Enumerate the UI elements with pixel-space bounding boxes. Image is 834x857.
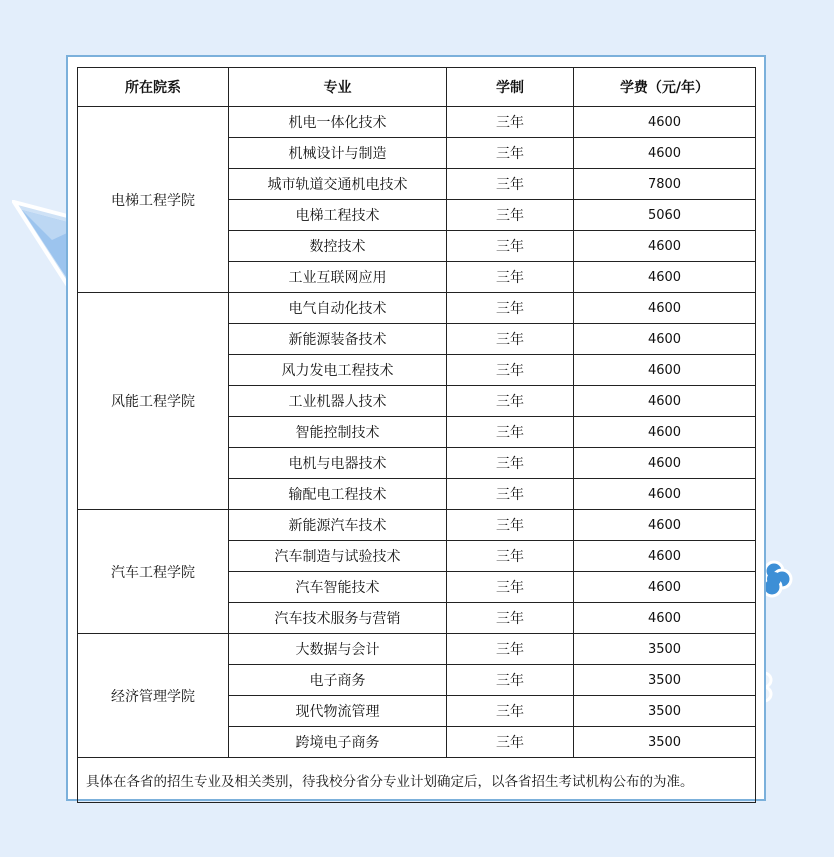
table-body bbox=[78, 107, 756, 758]
fee-cell: 4600 bbox=[574, 355, 756, 386]
duration-cell: 三年 bbox=[447, 293, 574, 324]
college-cell: 风能工程学院 bbox=[78, 293, 229, 510]
major-cell: 电梯工程技术 bbox=[229, 200, 447, 231]
fee-cell: 4600 bbox=[574, 107, 756, 138]
fee-cell: 4600 bbox=[574, 603, 756, 634]
major-cell: 智能控制技术 bbox=[229, 417, 447, 448]
fee-cell: 7800 bbox=[574, 169, 756, 200]
duration-cell: 三年 bbox=[447, 138, 574, 169]
major-cell: 现代物流管理 bbox=[229, 696, 447, 727]
note-text: 具体在各省的招生专业及相关类别，待我校分省分专业计划确定后，以各省招生考试机构公布的为准。 bbox=[78, 758, 756, 803]
major-cell: 汽车技术服务与营销 bbox=[229, 603, 447, 634]
major-cell: 汽车制造与试验技术 bbox=[229, 541, 447, 572]
duration-cell: 三年 bbox=[447, 541, 574, 572]
fee-cell: 4600 bbox=[574, 510, 756, 541]
fee-cell: 3500 bbox=[574, 634, 756, 665]
major-cell: 跨境电子商务 bbox=[229, 727, 447, 758]
fee-cell: 4600 bbox=[574, 417, 756, 448]
fee-cell: 4600 bbox=[574, 293, 756, 324]
major-cell: 新能源汽车技术 bbox=[229, 510, 447, 541]
duration-cell: 三年 bbox=[447, 634, 574, 665]
fee-cell: 4600 bbox=[574, 541, 756, 572]
duration-cell: 三年 bbox=[447, 603, 574, 634]
duration-cell: 三年 bbox=[447, 665, 574, 696]
major-cell: 城市轨道交通机电技术 bbox=[229, 169, 447, 200]
duration-cell: 三年 bbox=[447, 386, 574, 417]
table-row bbox=[78, 293, 756, 324]
duration-cell: 三年 bbox=[447, 324, 574, 355]
duration-cell: 三年 bbox=[447, 479, 574, 510]
major-cell: 机电一体化技术 bbox=[229, 107, 447, 138]
table-row bbox=[78, 634, 756, 665]
fee-cell: 4600 bbox=[574, 262, 756, 293]
major-cell: 工业机器人技术 bbox=[229, 386, 447, 417]
fee-cell: 4600 bbox=[574, 231, 756, 262]
major-cell: 新能源装备技术 bbox=[229, 324, 447, 355]
fee-cell: 3500 bbox=[574, 665, 756, 696]
header-duration: 学制 bbox=[447, 68, 574, 107]
duration-cell: 三年 bbox=[447, 417, 574, 448]
duration-cell: 三年 bbox=[447, 231, 574, 262]
header-major: 专业 bbox=[229, 68, 447, 107]
major-cell: 电机与电器技术 bbox=[229, 448, 447, 479]
fee-cell: 4600 bbox=[574, 138, 756, 169]
fee-cell: 4600 bbox=[574, 324, 756, 355]
major-cell: 电气自动化技术 bbox=[229, 293, 447, 324]
note-row bbox=[78, 758, 756, 803]
duration-cell: 三年 bbox=[447, 107, 574, 138]
major-cell: 汽车智能技术 bbox=[229, 572, 447, 603]
major-cell: 大数据与会计 bbox=[229, 634, 447, 665]
fee-cell: 3500 bbox=[574, 696, 756, 727]
table-row bbox=[78, 510, 756, 541]
duration-cell: 三年 bbox=[447, 200, 574, 231]
fee-cell: 4600 bbox=[574, 479, 756, 510]
duration-cell: 三年 bbox=[447, 355, 574, 386]
duration-cell: 三年 bbox=[447, 696, 574, 727]
major-cell: 电子商务 bbox=[229, 665, 447, 696]
header-fee: 学费（元/年） bbox=[574, 68, 756, 107]
duration-cell: 三年 bbox=[447, 448, 574, 479]
majors-table bbox=[77, 67, 756, 803]
major-cell: 风力发电工程技术 bbox=[229, 355, 447, 386]
duration-cell: 三年 bbox=[447, 262, 574, 293]
major-cell: 工业互联网应用 bbox=[229, 262, 447, 293]
fee-cell: 4600 bbox=[574, 386, 756, 417]
college-cell: 汽车工程学院 bbox=[78, 510, 229, 634]
college-cell: 经济管理学院 bbox=[78, 634, 229, 758]
table-header-row bbox=[78, 68, 756, 107]
duration-cell: 三年 bbox=[447, 169, 574, 200]
fee-cell: 4600 bbox=[574, 448, 756, 479]
duration-cell: 三年 bbox=[447, 727, 574, 758]
major-cell: 机械设计与制造 bbox=[229, 138, 447, 169]
major-cell: 输配电工程技术 bbox=[229, 479, 447, 510]
table-row bbox=[78, 107, 756, 138]
fee-cell: 3500 bbox=[574, 727, 756, 758]
header-college: 所在院系 bbox=[78, 68, 229, 107]
fee-cell: 4600 bbox=[574, 572, 756, 603]
tuition-card bbox=[66, 55, 766, 801]
major-cell: 数控技术 bbox=[229, 231, 447, 262]
faded-header-text bbox=[76, 59, 436, 67]
duration-cell: 三年 bbox=[447, 572, 574, 603]
duration-cell: 三年 bbox=[447, 510, 574, 541]
fee-cell: 5060 bbox=[574, 200, 756, 231]
college-cell: 电梯工程学院 bbox=[78, 107, 229, 293]
